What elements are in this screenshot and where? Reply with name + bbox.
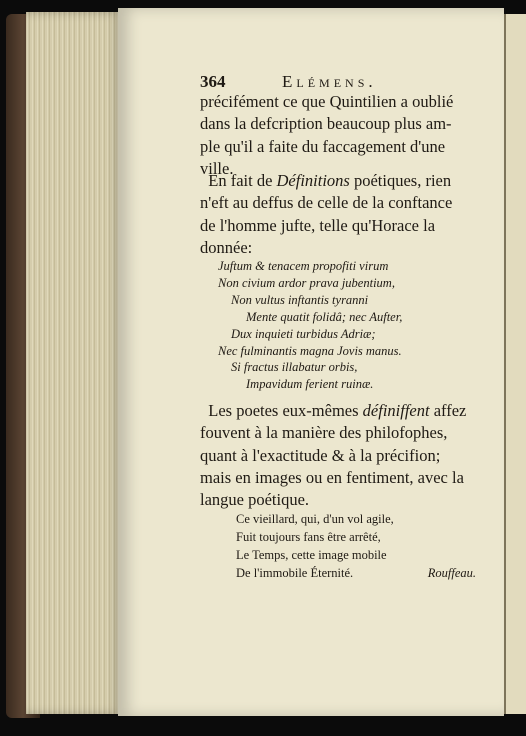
text-line: dans la defcription beaucoup plus am-: [200, 114, 452, 134]
text-line: précifément ce que Quintilien a oublié: [200, 92, 454, 111]
text-line: quant à l'exactitude & à la précifion;: [200, 445, 441, 465]
verse-line: Le Temps, cette image mobile: [236, 548, 387, 562]
text-line: Les poetes eux-mêmes définiffent affez: [208, 401, 467, 420]
emphasis: définiffent: [362, 401, 430, 420]
verse-line: Mente quatit folidâ; nec Aufter,: [246, 309, 403, 324]
text-line: fouvent à la manière des philofophes,: [200, 423, 448, 443]
paragraph-2: [200, 170, 482, 259]
emphasis: Définitions: [276, 171, 350, 190]
verse-line: De l'immobile Éternité.: [236, 566, 354, 580]
text-line: langue poétique.: [200, 490, 310, 510]
latin-quotation: [218, 258, 478, 393]
page-number: 364: [200, 72, 226, 91]
verse-line: Si fractus illabatur orbis,: [231, 360, 358, 375]
running-title: Elémens.: [282, 72, 377, 91]
verse-line: Dux inquieti turbidus Adriæ;: [231, 326, 376, 341]
paragraph-1: [200, 91, 482, 180]
facing-page-edge: [504, 14, 526, 714]
text-line: ville.: [200, 158, 234, 178]
text-line: En fait de Définitions poétiques, rien: [208, 171, 452, 190]
verse-line: Ce vieillard, qui, d'un vol agile,: [236, 512, 394, 526]
verse-line: Non vultus inftantis tyranni: [231, 292, 369, 307]
french-poem: [236, 510, 476, 582]
verse-line: Non civium ardor prava jubentium,: [218, 275, 395, 290]
text-line: donnée:: [200, 237, 253, 257]
text-line: de l'homme jufte, telle qu'Horace la: [200, 215, 436, 235]
verse-line: Impavidum ferient ruinæ.: [246, 377, 374, 392]
text-line: n'eft au deffus de celle de la conftance: [200, 193, 453, 213]
verse-line: Nec fulminantis magna Jovis manus.: [218, 343, 402, 358]
paragraph-3: [200, 400, 482, 511]
text-line: mais en images ou en fentiment, avec la: [200, 467, 464, 487]
text-line: ple qu'il a faite du faccagement d'une: [200, 136, 446, 156]
page-edges: [26, 12, 122, 714]
verse-line: Fuit toujours fans être arrêté,: [236, 530, 381, 544]
attribution: Rouffeau.: [427, 566, 476, 580]
verse-line: Juftum & tenacem propofiti virum: [218, 259, 389, 273]
